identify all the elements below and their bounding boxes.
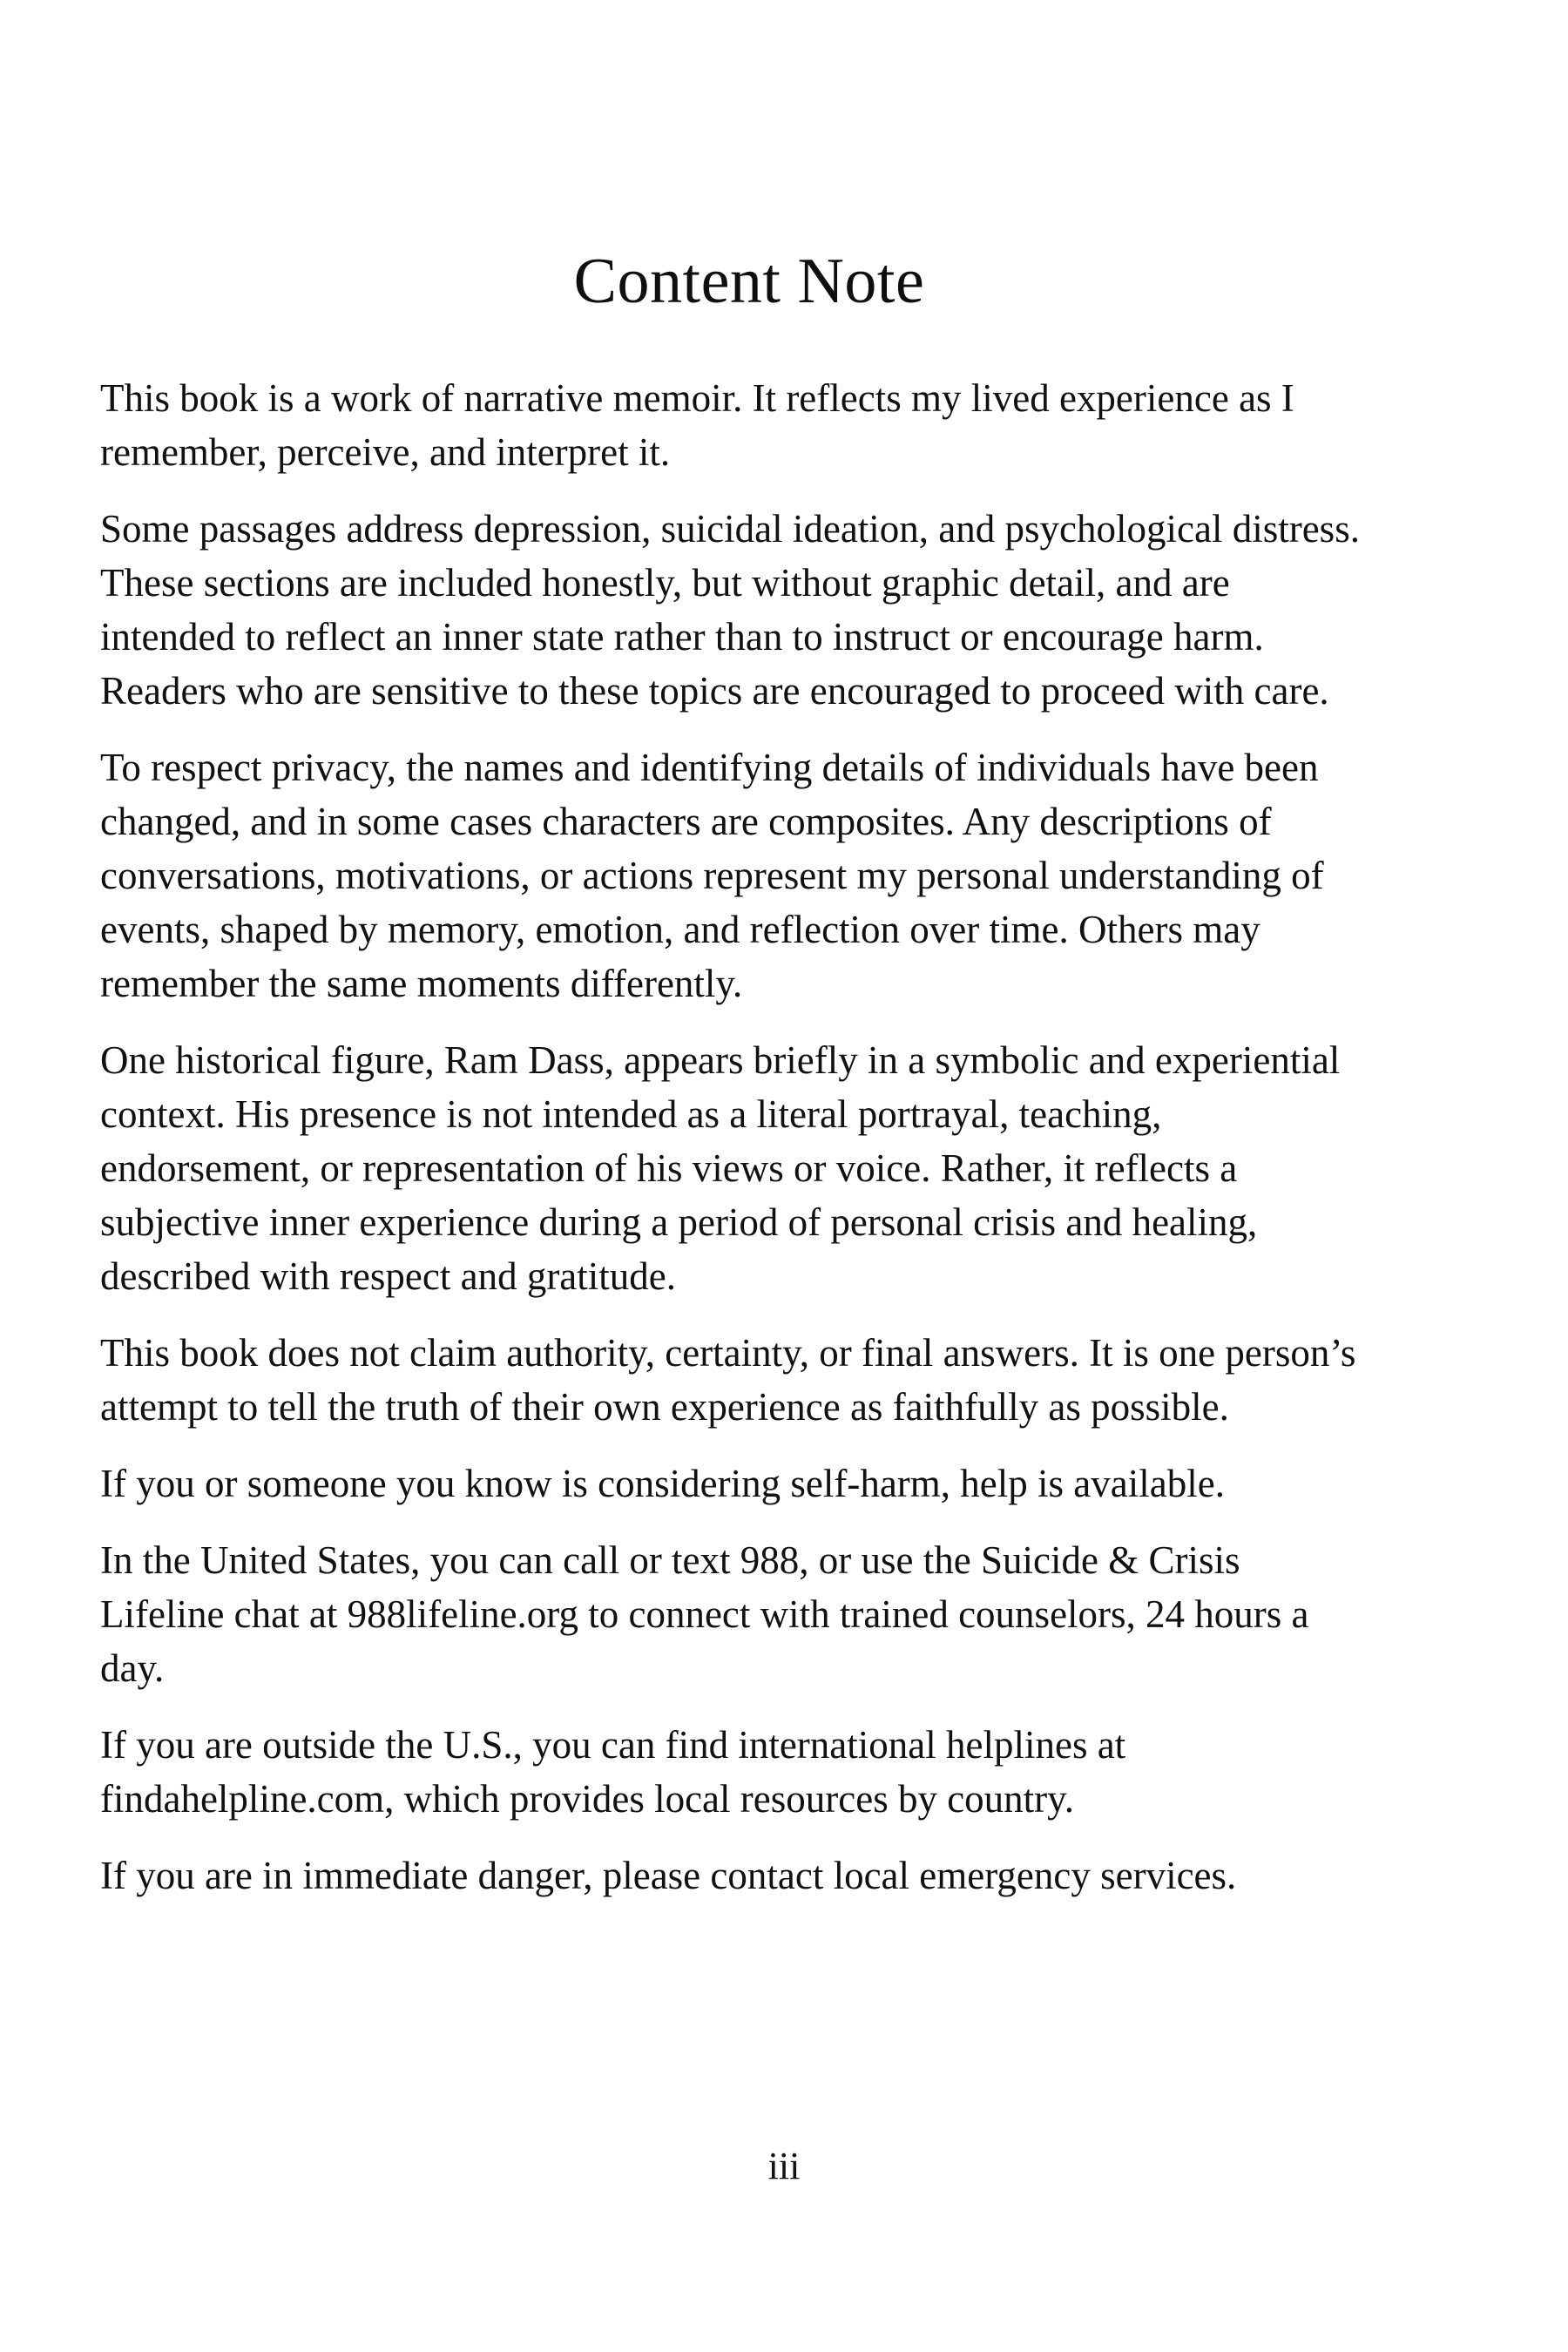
- text-line: remember, perceive, and interpret it.: [100, 430, 671, 474]
- text-line: conversations, motivations, or actions represent my personal understanding of: [100, 854, 1324, 897]
- text-line: intended to reflect an inner state rather than to instruct or encourage harm.: [100, 615, 1264, 659]
- paragraph-international-helplines: [100, 1718, 1494, 1826]
- text-line: This book is a work of narrative memoir. It reflects my lived experience as I: [100, 376, 1294, 420]
- paragraph-help-available: [100, 1456, 1494, 1511]
- text-line: If you are outside the U.S., you can find international helplines at: [100, 1723, 1126, 1767]
- paragraph-us-lifeline: [100, 1533, 1494, 1695]
- text-line: described with respect and gratitude.: [100, 1254, 677, 1298]
- text-line: If you are in immediate danger, please contact local emergency services.: [100, 1854, 1237, 1897]
- text-line: Readers who are sensitive to these topics are encouraged to proceed with care.: [100, 669, 1329, 713]
- text-line: If you or someone you know is considering self-harm, help is available.: [100, 1462, 1225, 1505]
- text-line: Some passages address depression, suicidal ideation, and psychological distress.: [100, 507, 1360, 551]
- text-line: remember the same moments differently.: [100, 962, 743, 1005]
- paragraph-sensitive-topics: [100, 502, 1494, 718]
- page-number: iii: [767, 2145, 801, 2187]
- text-line: This book does not claim authority, certainty, or final answers. It is one person’s: [100, 1331, 1356, 1375]
- text-line: To respect privacy, the names and identifying details of individuals have been: [100, 746, 1319, 789]
- text-line: changed, and in some cases characters are composites. Any descriptions of: [100, 800, 1272, 843]
- paragraph-emergency: [100, 1848, 1494, 1903]
- paragraph-memoir-statement: [100, 371, 1494, 479]
- paragraph-no-authority: [100, 1326, 1494, 1434]
- content-note-body: [100, 371, 1494, 1925]
- paragraph-historical-figure: [100, 1033, 1494, 1303]
- text-line: subjective inner experience during a period of personal crisis and healing,: [100, 1200, 1258, 1244]
- text-line: findahelpline.com, which provides local resources by country.: [100, 1777, 1074, 1821]
- text-line: endorsement, or representation of his views or voice. Rather, it reflects a: [100, 1146, 1238, 1190]
- text-line: These sections are included honestly, but without graphic detail, and are: [100, 561, 1230, 605]
- text-line: day.: [100, 1646, 165, 1690]
- text-line: attempt to tell the truth of their own experience as faithfully as possible.: [100, 1385, 1229, 1429]
- text-line: context. His presence is not intended as a literal portrayal, teaching,: [100, 1092, 1162, 1136]
- page-title: Content Note: [573, 246, 925, 317]
- text-line: Lifeline chat at 988lifeline.org to connect with trained counselors, 24 hours a: [100, 1592, 1309, 1636]
- text-line: events, shaped by memory, emotion, and reflection over time. Others may: [100, 908, 1260, 951]
- text-line: In the United States, you can call or text 988, or use the Suicide & Crisis: [100, 1538, 1240, 1582]
- paragraph-privacy: [100, 740, 1494, 1010]
- text-line: One historical figure, Ram Dass, appears briefly in a symbolic and experiential: [100, 1038, 1341, 1082]
